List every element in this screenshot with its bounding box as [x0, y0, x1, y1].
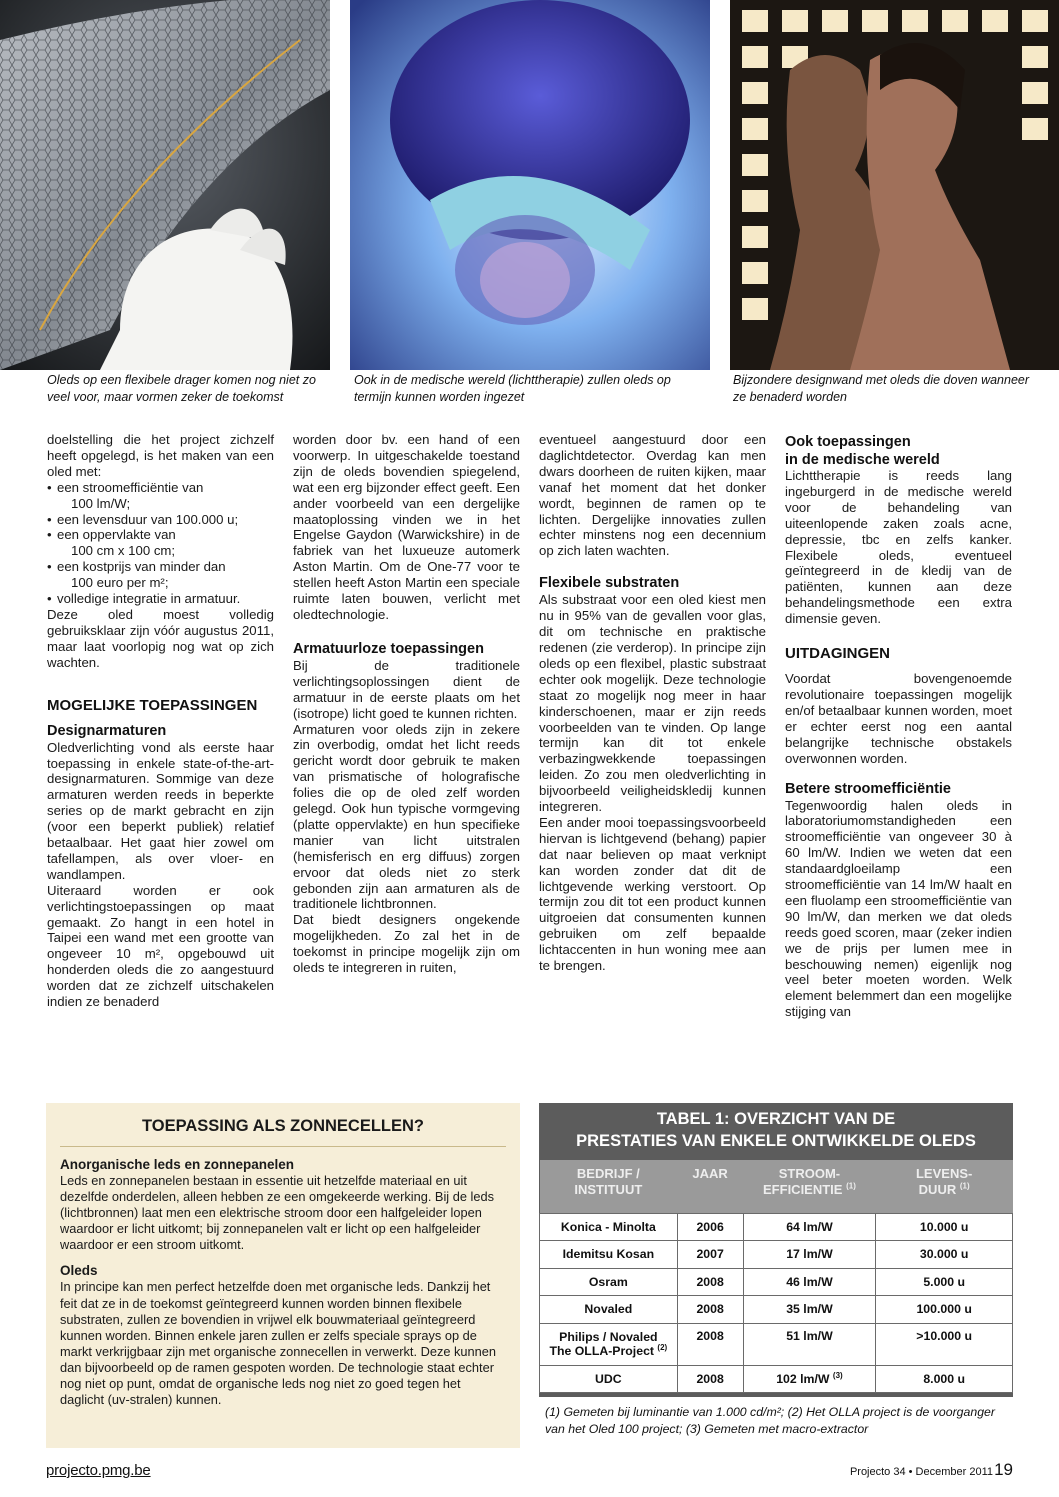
- caption-photo-1: Oleds op een flexibele drager komen nog niet zo veel voor, maar vormen zeker de toekomst: [47, 373, 316, 404]
- performance-table-box: [539, 1103, 1013, 1397]
- paragraph: doelstelling die het project zichzelf heeft opgelegd, is het maken van een oled met:: [47, 432, 274, 479]
- paragraph: Als substraat voor een oled kiest men nu in 95% van de gevallen voor glas, dit om technische en praktische redenen (zie verderop). In principe zijn oleds op een flexibel, plastic substraat echter ook mogelijk. Deze technologie staat zo mogelijk nog meer in haar kinderschoenen, maar er zijn reeds voorbeelden van te vinden. Op lange termijn kan dit tot enkele verbazingwekkende toepassingen leiden. Zo zou men oledverlichting in bijvoorbeeld veiligheidskledij kunnen integreren.: [539, 592, 766, 815]
- paragraph: eventueel aangestuurd door een daglichtdetector. Overdag kan men dwars doorheen de ruiten kijken, maar vanaf het moment dat het donker wordt, beginnen de ramen op te lichten. Dergelijke innovaties zullen echter minstens nog een decennium op zich laten wachten.: [539, 432, 766, 559]
- header-lifetime: LEVENS- DUUR $^{(1)}$: [876, 1160, 1013, 1213]
- table-row: [540, 1268, 1013, 1296]
- paragraph: Een ander mooi toepassingsvoorbeeld hiervan is lichtgevend (behang) papier dat naar believen op maat verknipt kan worden zonder dat dit de lichtgevende werking verstoort. Op termijn zou dit tot een product kunnen uitgroeien dat consumenten kunnen gebruiken om zelf bepaalde lichtaccenten in hun woning mee aan te brengen.: [539, 814, 766, 974]
- paragraph: Voordat bovengenoemde revolutionaire toepassingen mogelijk en/of betaalbaar kunnen worden, moet er echter eerst nog een aantal belangrijke technische obstakels overwonnen worden.: [785, 671, 1012, 766]
- article-column-1: [47, 432, 274, 1010]
- paragraph: Tegenwoordig halen oleds in laboratoriumomstandigheden een stroomefficiëntie van ongeveer 30 à 60 lm/W. Indien we weten dat een standaardgloeilamp een stroomefficiëntie van 14 lm/W haalt en een fluolamp een stroomefficiëntie van 90 lm/W, dan merken we dat oleds reeds goed scoren, maar (zeker indien we de prijs per lumen mee in beschouwing nemen) eigenlijk nog veel beter moeten worden. Welk element belemmert dan een mogelijke stijging van: [785, 797, 1012, 1020]
- table-title: [539, 1103, 1013, 1160]
- photo-medical-light-therapy: [350, 0, 710, 370]
- footer-issue-info: Projecto 34 • December 2011: [849, 1466, 993, 1478]
- section-heading-line: in de medische wereld: [785, 452, 940, 468]
- article-column-2: [293, 432, 520, 976]
- performance-table: [539, 1160, 1013, 1393]
- list-item: • volledige integratie in armatuur.: [47, 591, 274, 607]
- sidebar-title: TOEPASSING ALS ZONNECELLEN?: [60, 1111, 506, 1147]
- paragraph: Oledverlichting vond als eerste haar toepassing in enkele state-of-the-art-designarmaturen. Sommige van deze armaturen werden reeds in beperkte series op de markt gebracht en zijn (voor een beperkt publiek) relatief betaalbaar. Het gaat hier zowel om tafellampen, als over vloer- en wandlampen.: [47, 739, 274, 882]
- paragraph: Lichttherapie is reeds lang ingeburgerd in de medische wereld voor de behandeling van uiteenlopende zaken zoals acne, depressie, tbc en zelfs kanker. Flexibele oleds, eventueel geïntegreerd in de kledij van de patiënten, kunnen aan deze behandelingsmethode een extra dimensie geven.: [785, 468, 1012, 627]
- section-heading: UITDAGINGEN: [785, 645, 890, 663]
- footer-website-link[interactable]: projecto.pmg.be: [46, 1462, 151, 1479]
- table-title-line: TABEL 1: OVERZICHT VAN DE: [656, 1110, 896, 1128]
- cell-company: Novaled: [540, 1296, 678, 1324]
- cell-company: Philips / Novaled The OLLA-Project $^{(2)}$: [540, 1323, 678, 1365]
- cell-lifetime: 30.000 u: [876, 1241, 1013, 1269]
- section-heading-line: Ook toepassingen: [785, 434, 911, 450]
- paragraph: Dat biedt designers ongekende mogelijkheden. Zo zal het in de toekomst in principe mogelijk zijn om oleds te integreren in ruiten,: [293, 912, 520, 976]
- list-item: • een oppervlakte van 100 cm x 100 cm;: [47, 527, 274, 559]
- list-item: • een levensduur van 100.000 u;: [47, 512, 274, 528]
- cell-lifetime: 5.000 u: [876, 1268, 1013, 1296]
- caption-photo-3: Bijzondere designwand met oleds die doven wanneer ze benaderd worden: [733, 373, 1030, 404]
- table-footnote: (1) Gemeten bij luminantie van 1.000 cd/m²; (2) Het OLLA project is de voorganger van het Oled 100 project; (3) Gemeten met macro-extractor: [545, 1405, 995, 1436]
- photo-flexible-oled: [0, 0, 330, 370]
- caption-photo-2: Ook in de medische wereld (lichttherapie) zullen oleds op termijn kunnen worden ingezet: [354, 373, 671, 404]
- table-row: [540, 1365, 1013, 1393]
- sub-heading: Flexibele substraten: [539, 575, 680, 592]
- cell-year: 2008: [677, 1296, 743, 1324]
- cell-efficiency: 46 lm/W: [743, 1268, 876, 1296]
- sub-heading: Armatuurloze toepassingen: [293, 640, 484, 657]
- article-column-3: [539, 432, 766, 974]
- paragraph: worden door bv. een hand of een voorwerp. In uitgeschakelde toestand zijn de oleds bovendien spiegelend, wat een erg bijzonder effect geeft. Een ander voorbeeld van een dergelijke maatoplossing vinden we in het Engelse Gaydon (Warwickshire) in de fabriek van het luxueuze automerk Aston Martin. Om de One-77 voor te stellen heeft Aston Martin een speciale ruimte laten bouwen, verlicht met oledtechnologie.: [293, 432, 520, 622]
- sidebar-heading: Oleds: [60, 1263, 98, 1279]
- list-item: • een kostprijs van minder dan 100 euro per m²;: [47, 559, 274, 591]
- cell-lifetime: >10.000 u: [876, 1323, 1013, 1365]
- goal-list: [47, 480, 274, 607]
- cell-year: 2006: [677, 1213, 743, 1241]
- paragraph: Bij de traditionele verlichtingsoplossingen dient de armatuur in de eerste plaats om het (isotrope) licht goed te kunnen richten.: [293, 657, 520, 721]
- cell-year: 2007: [677, 1241, 743, 1269]
- table-row: [540, 1213, 1013, 1241]
- cell-efficiency: 64 lm/W: [743, 1213, 876, 1241]
- sidebar-paragraph: Leds en zonnepanelen bestaan in essentie uit hetzelfde materiaal en uit dezelfde onderdelen, alleen hebben ze een omgekeerde werking. Bij de leds (lichtbronnen) laat men een elektrische stroom door een halfgeleider lopen waardoor er licht uitkomt; bij zonnepanelen valt er licht op een halfgeleider waardoor er een stroom uitkomt.: [60, 1173, 494, 1253]
- table-row: [540, 1241, 1013, 1269]
- cell-lifetime: 8.000 u: [876, 1365, 1013, 1393]
- paragraph: Uiteraard worden er ook verlichtingstoepassingen op maat gemaakt. Zo hangt in een hotel in Taipei een wand met een grootte van ongeveer 10 m², opgebouwd uit honderden oleds die zo aangestuurd worden dat ze zichzelf uitschakelen indien ze benaderd: [47, 882, 274, 1010]
- page-number: 19: [994, 1460, 1013, 1479]
- sidebar-heading: Anorganische leds en zonnepanelen: [60, 1157, 295, 1172]
- table-header-row: [540, 1160, 1013, 1213]
- cell-company: UDC: [540, 1365, 678, 1393]
- cell-lifetime: 100.000 u: [876, 1296, 1013, 1324]
- table-title-line: PRESTATIES VAN ENKELE ONTWIKKELDE OLEDS: [576, 1132, 976, 1150]
- cell-company: Osram: [540, 1268, 678, 1296]
- cell-company: Konica - Minolta: [540, 1213, 678, 1241]
- cell-efficiency: 17 lm/W: [743, 1241, 876, 1269]
- cell-lifetime: 10.000 u: [876, 1213, 1013, 1241]
- header-efficiency: STROOM- EFFICIENTIE $^{(1)}$: [743, 1160, 876, 1213]
- cell-efficiency: 51 lm/W: [743, 1323, 876, 1365]
- photo-design-wall: [730, 0, 1059, 370]
- table-row: [540, 1296, 1013, 1324]
- table-row: [540, 1323, 1013, 1365]
- cell-efficiency: 35 lm/W: [743, 1296, 876, 1324]
- cell-year: 2008: [677, 1268, 743, 1296]
- section-heading: MOGELIJKE TOEPASSINGEN: [47, 696, 258, 714]
- header-company: BEDRIJF / INSTITUUT: [540, 1160, 678, 1213]
- sub-heading: Betere stroomefficiëntie: [785, 780, 951, 797]
- cell-efficiency: 102 lm/W $^{(3)}$: [743, 1365, 876, 1393]
- sub-heading: Designarmaturen: [47, 722, 167, 739]
- cell-year: 2008: [677, 1365, 743, 1393]
- list-item: • een stroomefficiëntie van 100 lm/W;: [47, 480, 274, 512]
- paragraph: Armaturen voor oleds zijn in zekere zin overbodig, omdat het licht reeds gericht wordt door gebruik te maken van prismatische of holografische folies die op de oled zelf worden gelegd. Ook hun typische vormgeving (platte oppervlakte) en hun specifieke manier van licht uitstralen (hemisferisch en erg diffuus) zorgen ervoor dat oleds niet zo sterk gebonden zijn aan armaturen als de traditionele lichtbronnen.: [293, 721, 520, 912]
- sidebar-box-solar-cells: [46, 1103, 520, 1448]
- paragraph: Deze oled moest volledig gebruiksklaar zijn vóór augustus 2011, maar laat voorlopig nog wat op zich wachten.: [47, 606, 274, 670]
- sidebar-paragraph: In principe kan men perfect hetzelfde doen met organische leds. Dankzij het feit dat ze in de toekomst geïntegreerd kunnen worden binnen flexibele substraten, zullen ze bovendien in vrijwel elk bouwmateriaal geïntegreerd kunnen worden. Binnen enkele jaren zullen er zelfs speciale sprays op de markt verkrijgbaar zijn met organische zonnecellen in verwerkt. Deze kunnen dan bijvoorbeeld op de ramen gespoten worden. De technologie staat echter nog niet op punt, omdat de organische leds nog niet zo goed tegen het daglicht (uv-stralen) kunnen.: [60, 1279, 497, 1408]
- cell-company: Idemitsu Kosan: [540, 1241, 678, 1269]
- cell-year: 2008: [677, 1323, 743, 1365]
- article-column-4: [785, 432, 1012, 1020]
- header-year: JAAR: [677, 1160, 743, 1213]
